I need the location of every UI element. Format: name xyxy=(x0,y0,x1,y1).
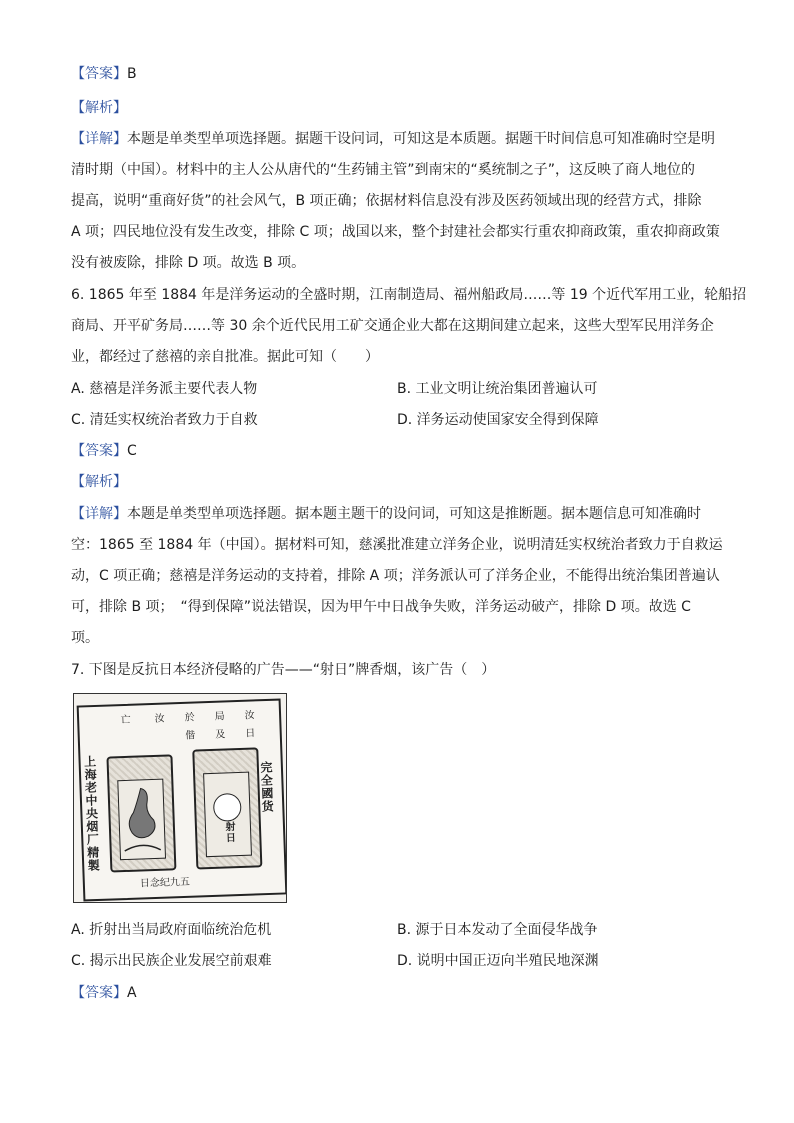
ad-right-vertical-text: 完全國货 xyxy=(258,760,275,814)
q5-detail-line-2: 清时期（中国）。材料中的主人公从唐代的“生药铺主管”到南宋的“奚统制之子”，这反映了商人地位的 xyxy=(71,162,696,178)
q6-stem-line-2: 商局、开平矿务局……等 30 余个近代民用工矿交通企业大都在这期间建立起来，这些大型军民用洋务企 xyxy=(71,318,714,334)
ad-top2-char-4: 及 xyxy=(212,728,224,740)
detail-text: 本题是单类型单项选择题。据题干设问词，可知这是本质题。据题干时间信息可知准确时空是明 xyxy=(127,131,715,147)
q6-detail-line-1 xyxy=(71,504,701,524)
answer-tag: 【答案】 xyxy=(71,985,127,1001)
q6-option-d: D. 洋务运动使国家安全得到保障 xyxy=(397,412,599,428)
detail-tag: 【详解】 xyxy=(71,131,127,147)
answer-value: A xyxy=(127,985,137,1001)
q5-detail-line-5: 没有被废除，排除 D 项。故选 B 项。 xyxy=(71,255,306,271)
ad-left-vertical-text: 上海老中央烟厂精製 xyxy=(82,754,101,873)
q6-option-b: B. 工业文明让统治集团普遍认可 xyxy=(397,381,598,397)
q7-option-a: A. 折射出当局政府面临统治危机 xyxy=(71,922,272,938)
ad-top-char-5: 汝 xyxy=(241,709,254,721)
q7-option-b: B. 源于日本发动了全面侵华战争 xyxy=(397,922,598,938)
cigarette-advertisement-image xyxy=(73,693,287,903)
ad-cigarette-pack-right xyxy=(192,747,262,869)
q6-option-a: A. 慈禧是洋务派主要代表人物 xyxy=(71,381,258,397)
ad-pack-right-panel xyxy=(203,772,252,858)
q5-answer-line xyxy=(71,64,137,84)
ad-top2-char-6: 日 xyxy=(242,727,254,739)
q6-detail-line-4: 可，排除 B 项； “得到保障”说法错误，因为甲午中日战争失败，洋务运动破产，排除 D 项。故选 C xyxy=(71,599,691,615)
ad-top-char-1: 亡 xyxy=(117,713,130,726)
ad-pack-label: 射日 xyxy=(222,821,235,844)
answer-value: B xyxy=(127,66,137,82)
q6-answer-line xyxy=(71,441,137,461)
q5-detail-line-1 xyxy=(71,129,715,149)
q6-stem-line-3: 业，都经过了慈禧的亲自批准。据此可知（ ） xyxy=(71,349,379,365)
q5-detail-line-3: 提高，说明“重商好货”的社会风气，B 项正确；依据材料信息没有涉及医药领域出现的经营方式，排除 xyxy=(71,193,702,209)
q6-detail-line-3: 动，C 项正确；慈禧是洋务运动的支持着，排除 A 项；洋务派认可了洋务企业，不能得出统治集团普遍认 xyxy=(71,568,720,584)
detail-text: 本题是单类型单项选择题。据本题主题干的设问词，可知这是推断题。据本题信息可知准确时 xyxy=(127,506,701,522)
answer-tag: 【答案】 xyxy=(71,66,127,82)
ad-frame xyxy=(77,698,287,901)
q7-option-c: C. 揭示出民族企业发展空前艰难 xyxy=(71,953,272,969)
q6-analysis-tag: 【解析】 xyxy=(71,474,127,490)
q7-answer-line xyxy=(71,983,137,1003)
ad-top-char-3: 於 xyxy=(181,711,194,723)
ad-pack-left-panel xyxy=(117,779,166,861)
q6-stem-line-1: 6. 1865 年至 1884 年是洋务运动的全盛时期，江南制造局、福州船政局……等 19 个近代军用工业，轮船招 xyxy=(71,287,747,303)
q6-detail-line-5: 项。 xyxy=(71,630,99,646)
ad-top2-char-3: 偕 xyxy=(182,729,194,741)
answer-value: C xyxy=(127,443,137,459)
q7-option-d: D. 说明中国正迈向半殖民地深渊 xyxy=(397,953,599,969)
q5-analysis-tag: 【解析】 xyxy=(71,100,127,116)
q5-detail-line-4: A 项；四民地位没有发生改变，排除 C 项；战国以来，整个封建社会都实行重农抑商政策，重农抑商政策 xyxy=(71,224,720,240)
ad-figure-illustration xyxy=(118,780,165,857)
ad-caption: 日念纪九五 xyxy=(139,876,191,890)
ad-top-char-2: 汝 xyxy=(151,712,164,724)
ad-cigarette-pack-left xyxy=(106,754,176,872)
q6-detail-line-2: 空：1865 至 1884 年（中国）。据材料可知，慈溪批准建立洋务企业，说明清廷实权统治者致力于自救运 xyxy=(71,537,723,553)
q6-option-c: C. 清廷实权统治者致力于自救 xyxy=(71,412,258,428)
ad-top-char-4: 局 xyxy=(211,710,224,722)
detail-tag: 【详解】 xyxy=(71,506,127,522)
answer-tag: 【答案】 xyxy=(71,443,127,459)
q7-stem: 7. 下图是反抗日本经济侵略的广告——“射日”牌香烟，该广告（ ） xyxy=(71,662,496,678)
ad-sun-emblem xyxy=(213,793,242,822)
